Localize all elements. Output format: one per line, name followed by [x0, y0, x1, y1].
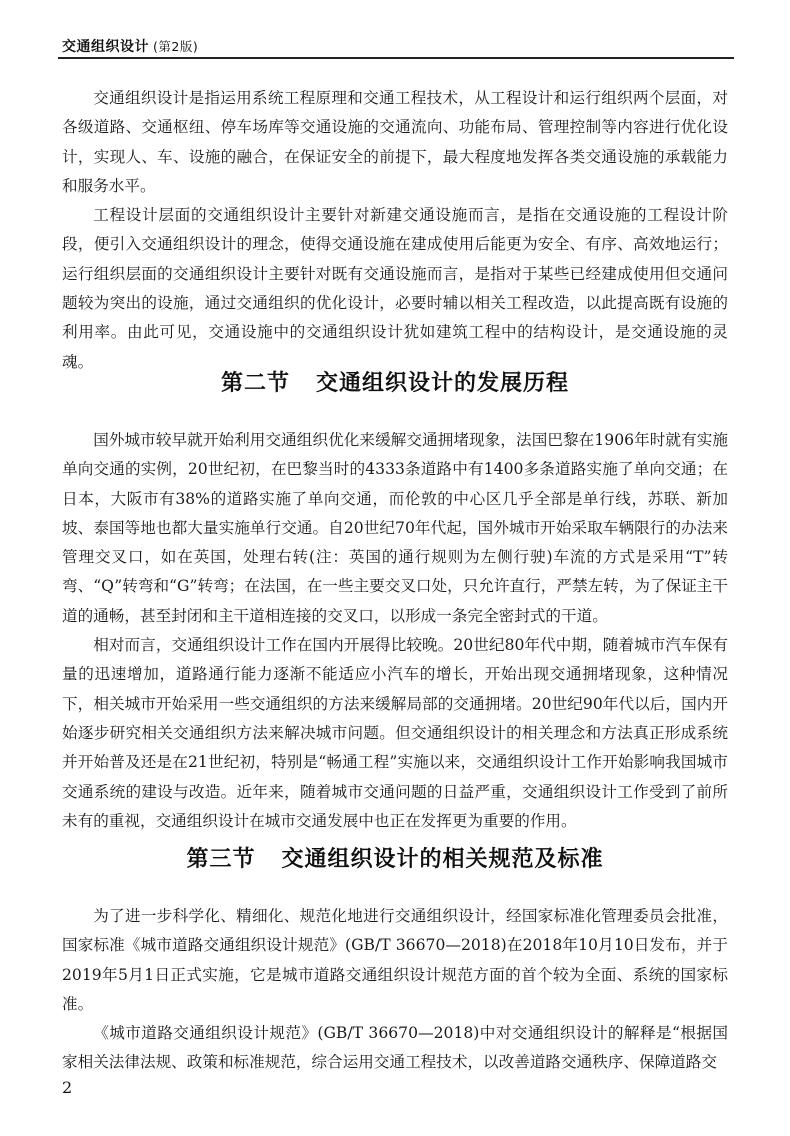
- page-number: 2: [62, 1078, 73, 1097]
- running-head: [62, 36, 198, 56]
- section-title: 交通组织设计的相关规范及标准: [281, 847, 604, 872]
- section-number: 第三节: [186, 847, 256, 872]
- section-body: [62, 426, 728, 836]
- running-title: 交通组织设计: [62, 39, 149, 55]
- intro-text: [62, 84, 728, 377]
- paragraph: 国外城市较早就开始利用交通组织优化来缓解交通拥堵现象，法国巴黎在1906年时就有实施单向交通的实例，20世纪初，在巴黎当时的4333条道路中有1400多条道路实施了单向交通；在日本，大阪市有38%的道路实施了单向交通，而伦敦的中心区几乎全部是单行线，苏联、新加坡、泰国等地也都大量实施单行交通。自20世纪70年代起，国外城市开始采取车辆限行的办法来管理交叉口，如在英国，处理右转(注：英国的通行规则为左侧行驶)车流的方式是采用“T”转弯、“Q”转弯和“G”转弯；在法国，在一些主要交叉口处，只允许直行，严禁左转，为了保证主干道的通畅，甚至封闭和主干道相连接的交叉口，以形成一条完全密封式的干道。: [62, 431, 728, 625]
- paragraph: 工程设计层面的交通组织设计主要针对新建交通设施而言，是指在交通设施的工程设计阶段，便引入交通组织设计的理念，使得交通设施在建成使用后能更为安全、有序、高效地运行；运行组织层面的交通组织设计主要针对既有交通设施而言，是指对于某些已经建成使用但交通问题较为突出的设施，通过交通组织的优化设计，必要时辅以相关工程改造，以此提高既有设施的利用率。由此可见，交通设施中的交通组织设计犹如建筑工程中的结构设计，是交通设施的灵魂。: [62, 206, 728, 371]
- paragraph: 《城市道路交通组织设计规范》(GB/T 36670—2018)中对交通组织设计的解释是“根据国家相关法律法规、政策和标准规范，综合运用交通工程技术，以改善道路交通秩序、保障道路交: [62, 1024, 728, 1072]
- section-heading: [0, 366, 790, 397]
- section-title: 交通组织设计的发展历程: [316, 371, 570, 396]
- section-body: [62, 902, 728, 1078]
- section-heading: [0, 842, 790, 873]
- paragraph: 交通组织设计是指运用系统工程原理和交通工程技术，从工程设计和运行组织两个层面，对各级道路、交通枢纽、停车场库等交通设施的交通流向、功能布局、管理控制等内容进行优化设计，实现人、车、设施的融合，在保证安全的前提下，最大程度地发挥各类交通设施的承载能力和服务水平。: [62, 89, 728, 195]
- header-rule: [58, 57, 734, 59]
- edition-label: (第2版): [153, 39, 199, 54]
- paragraph: 为了进一步科学化、精细化、规范化地进行交通组织设计，经国家标准化管理委员会批准，国家标准《城市道路交通组织设计规范》(GB/T 36670—2018)在2018年10月10日发布，并于2019年5月1日正式实施，它是城市道路交通组织设计规范方面的首个较为全面、系统的国家标准。: [62, 907, 728, 1013]
- paragraph: 相对而言，交通组织设计工作在国内开展得比较晚。20世纪80年代中期，随着城市汽车保有量的迅速增加，道路通行能力逐渐不能适应小汽车的增长，开始出现交通拥堵现象，这种情况下，相关城市开始采用一些交通组织的方法来缓解局部的交通拥堵。20世纪90年代以后，国内开始逐步研究相关交通组织方法来解决城市问题。但交通组织设计的相关理念和方法真正形成系统并开始普及还是在21世纪初，特别是“畅通工程”实施以来，交通组织设计工作开始影响我国城市交通系统的建设与改造。近年来，随着城市交通问题的日益严重，交通组织设计工作受到了前所未有的重视，交通组织设计在城市交通发展中也正在发挥更为重要的作用。: [62, 636, 728, 830]
- section-number: 第二节: [220, 371, 290, 396]
